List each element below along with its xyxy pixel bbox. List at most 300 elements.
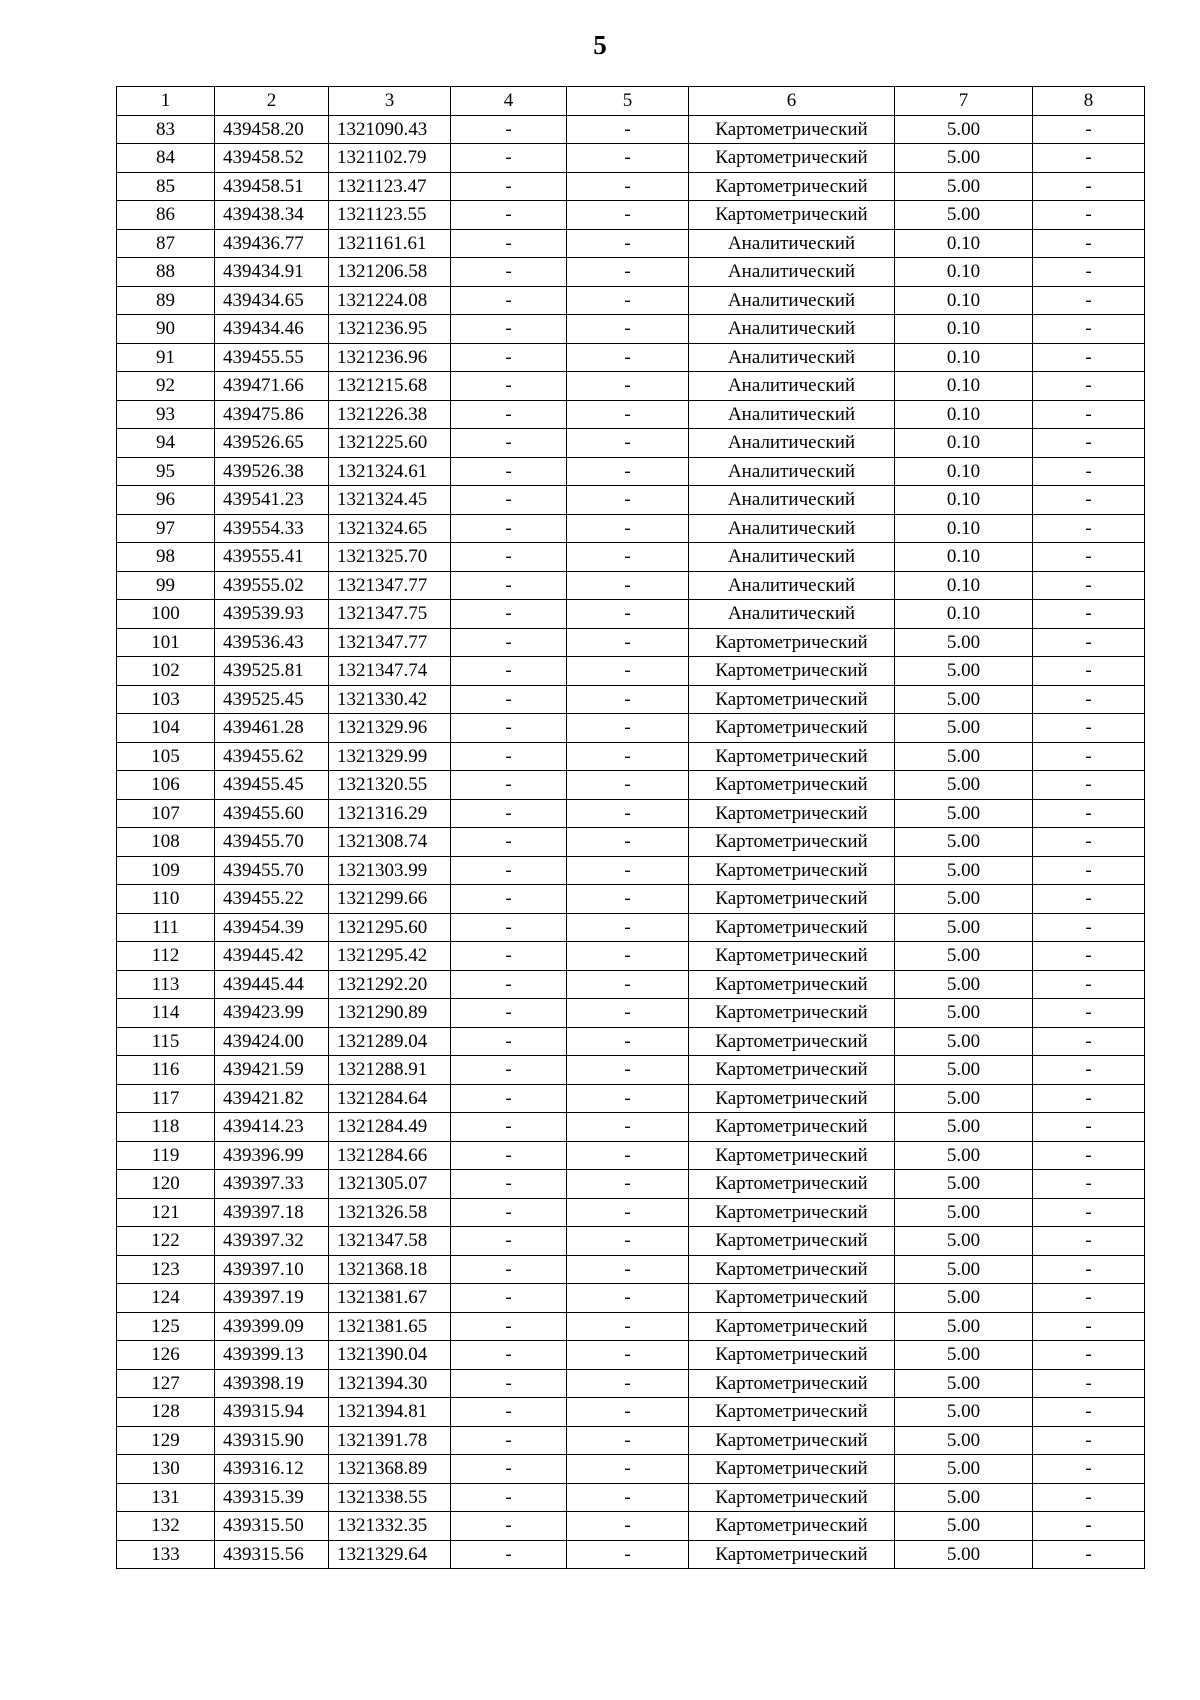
cell-coord-y: 1321324.61 — [329, 457, 451, 486]
cell-col-8: - — [1033, 970, 1145, 999]
cell-col-4: - — [451, 172, 567, 201]
table-row — [117, 258, 1145, 287]
column-header-6: 6 — [689, 87, 895, 116]
cell-col-5: - — [567, 856, 689, 885]
cell-col-5: - — [567, 1312, 689, 1341]
cell-coord-y: 1321215.68 — [329, 372, 451, 401]
cell-col-4: - — [451, 1084, 567, 1113]
cell-col-5: - — [567, 1284, 689, 1313]
cell-col-8: - — [1033, 1027, 1145, 1056]
cell-col-5: - — [567, 999, 689, 1028]
cell-col-4: - — [451, 799, 567, 828]
cell-method: Картометрический — [689, 714, 895, 743]
cell-col-8: - — [1033, 543, 1145, 572]
table-row — [117, 799, 1145, 828]
cell-coord-y: 1321225.60 — [329, 429, 451, 458]
cell-coord-x: 439414.23 — [215, 1113, 329, 1142]
cell-col-8: - — [1033, 201, 1145, 230]
cell-coord-x: 439397.33 — [215, 1170, 329, 1199]
table-row — [117, 1056, 1145, 1085]
cell-method: Аналитический — [689, 571, 895, 600]
cell-point-number: 84 — [117, 144, 215, 173]
cell-method: Аналитический — [689, 315, 895, 344]
cell-col-8: - — [1033, 600, 1145, 629]
cell-col-5: - — [567, 1056, 689, 1085]
cell-point-number: 122 — [117, 1227, 215, 1256]
cell-col-4: - — [451, 543, 567, 572]
cell-method: Картометрический — [689, 742, 895, 771]
cell-coord-x: 439434.91 — [215, 258, 329, 287]
cell-point-number: 123 — [117, 1255, 215, 1284]
table-row — [117, 999, 1145, 1028]
cell-coord-x: 439445.42 — [215, 942, 329, 971]
cell-col-8: - — [1033, 514, 1145, 543]
cell-point-number: 107 — [117, 799, 215, 828]
cell-point-number: 108 — [117, 828, 215, 857]
cell-method: Картометрический — [689, 1398, 895, 1427]
cell-accuracy: 5.00 — [895, 172, 1033, 201]
cell-coord-x: 439541.23 — [215, 486, 329, 515]
cell-coord-y: 1321206.58 — [329, 258, 451, 287]
cell-accuracy: 0.10 — [895, 372, 1033, 401]
table-row — [117, 1284, 1145, 1313]
cell-col-8: - — [1033, 1198, 1145, 1227]
cell-col-8: - — [1033, 742, 1145, 771]
table-row — [117, 628, 1145, 657]
cell-method: Картометрический — [689, 799, 895, 828]
cell-col-5: - — [567, 942, 689, 971]
cell-accuracy: 5.00 — [895, 201, 1033, 230]
cell-coord-y: 1321284.64 — [329, 1084, 451, 1113]
cell-coord-x: 439421.82 — [215, 1084, 329, 1113]
cell-accuracy: 5.00 — [895, 742, 1033, 771]
cell-col-5: - — [567, 258, 689, 287]
cell-method: Картометрический — [689, 1227, 895, 1256]
cell-point-number: 130 — [117, 1455, 215, 1484]
cell-col-4: - — [451, 742, 567, 771]
cell-accuracy: 0.10 — [895, 543, 1033, 572]
cell-point-number: 90 — [117, 315, 215, 344]
cell-coord-y: 1321325.70 — [329, 543, 451, 572]
cell-coord-x: 439315.94 — [215, 1398, 329, 1427]
cell-col-5: - — [567, 1426, 689, 1455]
cell-method: Картометрический — [689, 913, 895, 942]
cell-coord-y: 1321290.89 — [329, 999, 451, 1028]
coordinates-table — [116, 86, 1145, 1569]
cell-col-4: - — [451, 685, 567, 714]
cell-col-8: - — [1033, 1398, 1145, 1427]
table-row — [117, 315, 1145, 344]
cell-accuracy: 5.00 — [895, 1170, 1033, 1199]
cell-coord-x: 439399.13 — [215, 1341, 329, 1370]
cell-coord-x: 439315.56 — [215, 1540, 329, 1569]
cell-col-5: - — [567, 913, 689, 942]
cell-col-8: - — [1033, 172, 1145, 201]
cell-method: Картометрический — [689, 1198, 895, 1227]
cell-col-8: - — [1033, 885, 1145, 914]
cell-coord-y: 1321288.91 — [329, 1056, 451, 1085]
cell-coord-y: 1321338.55 — [329, 1483, 451, 1512]
cell-coord-x: 439536.43 — [215, 628, 329, 657]
cell-accuracy: 5.00 — [895, 1398, 1033, 1427]
cell-col-4: - — [451, 514, 567, 543]
cell-col-5: - — [567, 885, 689, 914]
cell-method: Картометрический — [689, 970, 895, 999]
cell-col-4: - — [451, 1369, 567, 1398]
cell-col-5: - — [567, 372, 689, 401]
cell-col-8: - — [1033, 771, 1145, 800]
cell-accuracy: 0.10 — [895, 258, 1033, 287]
cell-col-4: - — [451, 999, 567, 1028]
cell-coord-x: 439526.38 — [215, 457, 329, 486]
cell-accuracy: 0.10 — [895, 400, 1033, 429]
cell-coord-y: 1321329.64 — [329, 1540, 451, 1569]
cell-col-4: - — [451, 1113, 567, 1142]
cell-accuracy: 5.00 — [895, 685, 1033, 714]
cell-col-4: - — [451, 1398, 567, 1427]
column-header-8: 8 — [1033, 87, 1145, 116]
cell-col-8: - — [1033, 1483, 1145, 1512]
cell-coord-x: 439471.66 — [215, 372, 329, 401]
cell-method: Картометрический — [689, 1113, 895, 1142]
cell-method: Аналитический — [689, 400, 895, 429]
cell-point-number: 86 — [117, 201, 215, 230]
cell-coord-y: 1321236.95 — [329, 315, 451, 344]
cell-coord-x: 439458.52 — [215, 144, 329, 173]
table-row — [117, 771, 1145, 800]
cell-method: Аналитический — [689, 486, 895, 515]
cell-point-number: 117 — [117, 1084, 215, 1113]
cell-col-8: - — [1033, 657, 1145, 686]
table-row — [117, 1540, 1145, 1569]
cell-accuracy: 5.00 — [895, 1341, 1033, 1370]
cell-coord-x: 439397.10 — [215, 1255, 329, 1284]
table-row — [117, 714, 1145, 743]
cell-coord-x: 439434.46 — [215, 315, 329, 344]
cell-col-4: - — [451, 429, 567, 458]
cell-col-4: - — [451, 771, 567, 800]
table-row — [117, 1483, 1145, 1512]
cell-coord-y: 1321320.55 — [329, 771, 451, 800]
table-row — [117, 1255, 1145, 1284]
cell-coord-y: 1321289.04 — [329, 1027, 451, 1056]
table-row — [117, 1398, 1145, 1427]
cell-coord-x: 439397.32 — [215, 1227, 329, 1256]
cell-col-5: - — [567, 571, 689, 600]
table-row — [117, 942, 1145, 971]
column-header-4: 4 — [451, 87, 567, 116]
cell-col-5: - — [567, 742, 689, 771]
cell-col-5: - — [567, 1369, 689, 1398]
cell-col-4: - — [451, 343, 567, 372]
cell-col-5: - — [567, 600, 689, 629]
cell-method: Картометрический — [689, 115, 895, 144]
table-row — [117, 1084, 1145, 1113]
cell-col-5: - — [567, 799, 689, 828]
cell-col-8: - — [1033, 571, 1145, 600]
cell-col-4: - — [451, 115, 567, 144]
cell-coord-y: 1321324.65 — [329, 514, 451, 543]
cell-col-4: - — [451, 1426, 567, 1455]
cell-col-4: - — [451, 1056, 567, 1085]
cell-col-4: - — [451, 457, 567, 486]
cell-coord-x: 439539.93 — [215, 600, 329, 629]
cell-point-number: 121 — [117, 1198, 215, 1227]
table-row — [117, 1512, 1145, 1541]
cell-col-4: - — [451, 628, 567, 657]
table-row — [117, 429, 1145, 458]
cell-col-8: - — [1033, 1255, 1145, 1284]
cell-col-4: - — [451, 714, 567, 743]
cell-method: Картометрический — [689, 856, 895, 885]
table-row — [117, 600, 1145, 629]
cell-col-4: - — [451, 856, 567, 885]
cell-coord-x: 439454.39 — [215, 913, 329, 942]
cell-coord-y: 1321381.65 — [329, 1312, 451, 1341]
cell-method: Аналитический — [689, 372, 895, 401]
cell-coord-y: 1321347.58 — [329, 1227, 451, 1256]
cell-col-4: - — [451, 1540, 567, 1569]
cell-col-5: - — [567, 1483, 689, 1512]
cell-coord-x: 439455.70 — [215, 828, 329, 857]
cell-coord-y: 1321347.75 — [329, 600, 451, 629]
cell-col-8: - — [1033, 258, 1145, 287]
cell-col-5: - — [567, 400, 689, 429]
cell-point-number: 114 — [117, 999, 215, 1028]
cell-col-4: - — [451, 400, 567, 429]
cell-col-4: - — [451, 1312, 567, 1341]
cell-point-number: 89 — [117, 286, 215, 315]
cell-accuracy: 0.10 — [895, 457, 1033, 486]
cell-coord-y: 1321295.60 — [329, 913, 451, 942]
cell-accuracy: 5.00 — [895, 885, 1033, 914]
cell-col-4: - — [451, 1284, 567, 1313]
cell-point-number: 105 — [117, 742, 215, 771]
cell-col-4: - — [451, 372, 567, 401]
column-header-1: 1 — [117, 87, 215, 116]
table-row — [117, 970, 1145, 999]
cell-point-number: 101 — [117, 628, 215, 657]
cell-method: Аналитический — [689, 600, 895, 629]
table-row — [117, 286, 1145, 315]
cell-col-4: - — [451, 201, 567, 230]
cell-accuracy: 5.00 — [895, 628, 1033, 657]
cell-col-8: - — [1033, 913, 1145, 942]
cell-accuracy: 5.00 — [895, 970, 1033, 999]
cell-method: Аналитический — [689, 286, 895, 315]
cell-point-number: 103 — [117, 685, 215, 714]
cell-col-8: - — [1033, 429, 1145, 458]
cell-col-8: - — [1033, 828, 1145, 857]
cell-point-number: 87 — [117, 229, 215, 258]
table-row — [117, 372, 1145, 401]
cell-accuracy: 0.10 — [895, 600, 1033, 629]
cell-point-number: 97 — [117, 514, 215, 543]
cell-point-number: 102 — [117, 657, 215, 686]
cell-coord-y: 1321123.55 — [329, 201, 451, 230]
cell-coord-x: 439421.59 — [215, 1056, 329, 1085]
table-row — [117, 1426, 1145, 1455]
cell-accuracy: 5.00 — [895, 1141, 1033, 1170]
cell-col-5: - — [567, 1341, 689, 1370]
cell-method: Картометрический — [689, 1312, 895, 1341]
cell-method: Картометрический — [689, 628, 895, 657]
cell-col-8: - — [1033, 1455, 1145, 1484]
cell-accuracy: 5.00 — [895, 1227, 1033, 1256]
table-header — [117, 87, 1145, 116]
table-row — [117, 115, 1145, 144]
cell-point-number: 116 — [117, 1056, 215, 1085]
cell-col-8: - — [1033, 1113, 1145, 1142]
cell-col-8: - — [1033, 343, 1145, 372]
cell-point-number: 124 — [117, 1284, 215, 1313]
table-row — [117, 1227, 1145, 1256]
cell-point-number: 112 — [117, 942, 215, 971]
cell-point-number: 91 — [117, 343, 215, 372]
cell-coord-y: 1321329.99 — [329, 742, 451, 771]
cell-col-5: - — [567, 457, 689, 486]
cell-method: Аналитический — [689, 229, 895, 258]
cell-method: Картометрический — [689, 657, 895, 686]
cell-accuracy: 5.00 — [895, 1027, 1033, 1056]
cell-coord-y: 1321224.08 — [329, 286, 451, 315]
cell-col-5: - — [567, 828, 689, 857]
cell-col-4: - — [451, 942, 567, 971]
cell-coord-y: 1321391.78 — [329, 1426, 451, 1455]
cell-coord-y: 1321292.20 — [329, 970, 451, 999]
cell-method: Картометрический — [689, 1426, 895, 1455]
cell-coord-y: 1321305.07 — [329, 1170, 451, 1199]
cell-coord-x: 439554.33 — [215, 514, 329, 543]
cell-coord-x: 439316.12 — [215, 1455, 329, 1484]
cell-coord-x: 439436.77 — [215, 229, 329, 258]
cell-method: Картометрический — [689, 828, 895, 857]
table-row — [117, 742, 1145, 771]
cell-accuracy: 5.00 — [895, 144, 1033, 173]
cell-point-number: 113 — [117, 970, 215, 999]
table-row — [117, 486, 1145, 515]
cell-method: Аналитический — [689, 514, 895, 543]
cell-coord-y: 1321330.42 — [329, 685, 451, 714]
cell-col-4: - — [451, 1483, 567, 1512]
cell-col-8: - — [1033, 1056, 1145, 1085]
cell-col-5: - — [567, 144, 689, 173]
cell-col-5: - — [567, 685, 689, 714]
cell-col-4: - — [451, 144, 567, 173]
cell-point-number: 110 — [117, 885, 215, 914]
table-row — [117, 1141, 1145, 1170]
cell-method: Картометрический — [689, 1540, 895, 1569]
header-row — [117, 87, 1145, 116]
cell-col-5: - — [567, 1540, 689, 1569]
cell-col-4: - — [451, 486, 567, 515]
cell-col-8: - — [1033, 1312, 1145, 1341]
cell-accuracy: 5.00 — [895, 913, 1033, 942]
cell-col-8: - — [1033, 999, 1145, 1028]
cell-col-4: - — [451, 1198, 567, 1227]
cell-col-5: - — [567, 486, 689, 515]
cell-coord-x: 439525.45 — [215, 685, 329, 714]
cell-col-5: - — [567, 1027, 689, 1056]
cell-col-8: - — [1033, 457, 1145, 486]
cell-col-5: - — [567, 1084, 689, 1113]
cell-accuracy: 5.00 — [895, 1483, 1033, 1512]
cell-col-8: - — [1033, 1141, 1145, 1170]
cell-point-number: 129 — [117, 1426, 215, 1455]
cell-point-number: 95 — [117, 457, 215, 486]
cell-col-4: - — [451, 1255, 567, 1284]
cell-col-8: - — [1033, 229, 1145, 258]
cell-coord-y: 1321102.79 — [329, 144, 451, 173]
cell-col-8: - — [1033, 486, 1145, 515]
column-header-2: 2 — [215, 87, 329, 116]
cell-point-number: 106 — [117, 771, 215, 800]
cell-point-number: 111 — [117, 913, 215, 942]
cell-col-4: - — [451, 1341, 567, 1370]
cell-coord-y: 1321394.81 — [329, 1398, 451, 1427]
cell-point-number: 92 — [117, 372, 215, 401]
cell-coord-y: 1321329.96 — [329, 714, 451, 743]
cell-method: Картометрический — [689, 685, 895, 714]
cell-col-4: - — [451, 1455, 567, 1484]
cell-coord-y: 1321381.67 — [329, 1284, 451, 1313]
cell-accuracy: 5.00 — [895, 1113, 1033, 1142]
cell-coord-y: 1321226.38 — [329, 400, 451, 429]
cell-point-number: 128 — [117, 1398, 215, 1427]
cell-col-8: - — [1033, 1341, 1145, 1370]
cell-method: Картометрический — [689, 1027, 895, 1056]
cell-method: Картометрический — [689, 201, 895, 230]
cell-coord-y: 1321347.77 — [329, 571, 451, 600]
cell-col-5: - — [567, 714, 689, 743]
cell-col-4: - — [451, 600, 567, 629]
cell-col-8: - — [1033, 856, 1145, 885]
cell-col-4: - — [451, 657, 567, 686]
cell-col-8: - — [1033, 286, 1145, 315]
page-number: 5 — [593, 30, 607, 60]
cell-col-8: - — [1033, 1540, 1145, 1569]
cell-accuracy: 0.10 — [895, 514, 1033, 543]
cell-accuracy: 5.00 — [895, 714, 1033, 743]
cell-col-8: - — [1033, 799, 1145, 828]
cell-coord-x: 439555.02 — [215, 571, 329, 600]
cell-col-5: - — [567, 429, 689, 458]
cell-coord-y: 1321284.49 — [329, 1113, 451, 1142]
cell-col-5: - — [567, 514, 689, 543]
cell-coord-y: 1321394.30 — [329, 1369, 451, 1398]
cell-col-5: - — [567, 1170, 689, 1199]
cell-col-4: - — [451, 286, 567, 315]
cell-col-4: - — [451, 1512, 567, 1541]
cell-coord-x: 439455.60 — [215, 799, 329, 828]
cell-col-8: - — [1033, 1426, 1145, 1455]
cell-point-number: 115 — [117, 1027, 215, 1056]
cell-method: Картометрический — [689, 1341, 895, 1370]
table-row — [117, 1170, 1145, 1199]
cell-coord-x: 439438.34 — [215, 201, 329, 230]
cell-method: Аналитический — [689, 457, 895, 486]
table-row — [117, 172, 1145, 201]
table-row — [117, 229, 1145, 258]
cell-coord-y: 1321236.96 — [329, 343, 451, 372]
cell-coord-x: 439526.65 — [215, 429, 329, 458]
cell-col-8: - — [1033, 400, 1145, 429]
cell-coord-y: 1321090.43 — [329, 115, 451, 144]
cell-accuracy: 5.00 — [895, 999, 1033, 1028]
table-row — [117, 885, 1145, 914]
cell-col-5: - — [567, 1227, 689, 1256]
cell-accuracy: 5.00 — [895, 1198, 1033, 1227]
